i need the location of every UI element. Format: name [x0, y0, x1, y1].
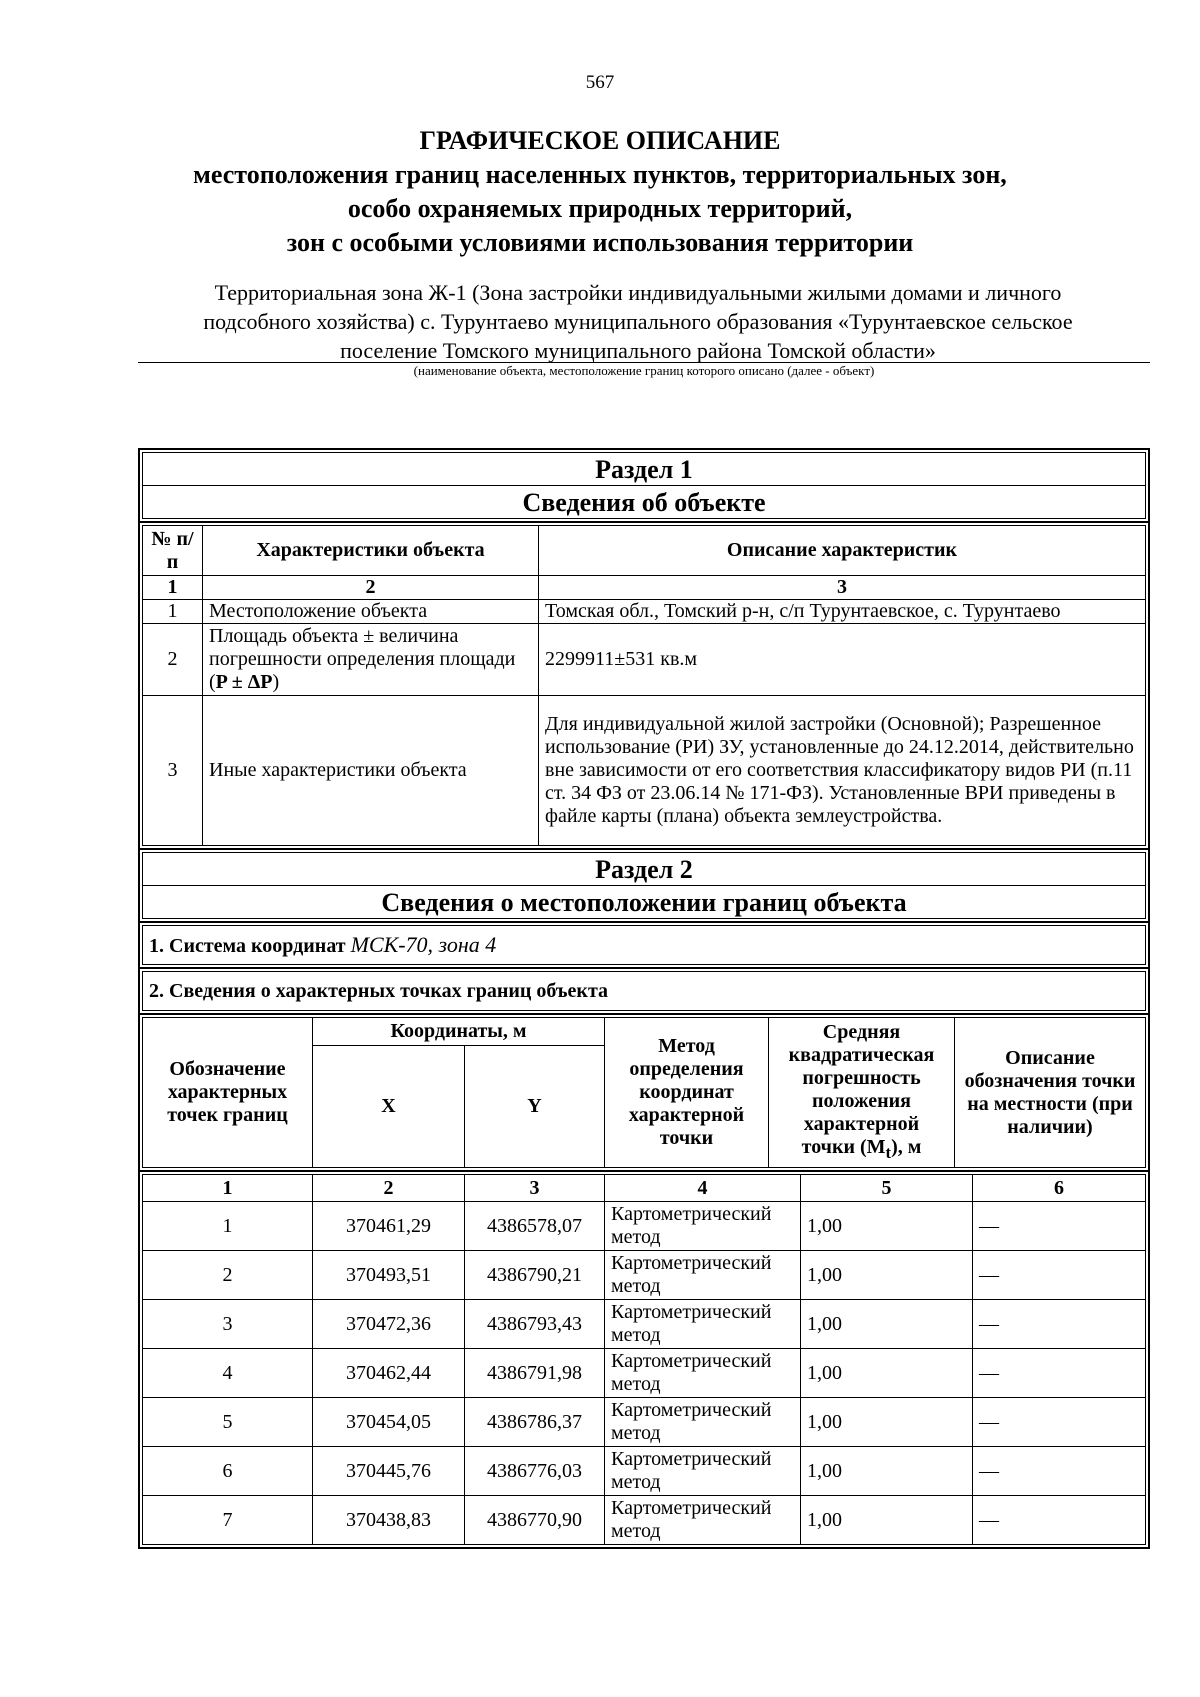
error-subscript: t [885, 1143, 892, 1162]
point-y: 4386790,21 [465, 1251, 605, 1300]
column-number: 1 [143, 576, 203, 600]
point-method: Картометрический метод [605, 1398, 801, 1447]
point-description: — [973, 1398, 1146, 1447]
point-id: 2 [143, 1251, 313, 1300]
point-id: 1 [143, 1202, 313, 1251]
point-y: 4386791,98 [465, 1349, 605, 1398]
column-number: 3 [539, 576, 1146, 600]
table-row [143, 1300, 1146, 1349]
points-label: 2. Сведения о характерных точках границ объекта [143, 972, 1146, 1011]
point-description: — [973, 1202, 1146, 1251]
section2-subtitle: Сведения о местоположении границ объекта [143, 886, 1146, 919]
document-sheet [138, 448, 1150, 1549]
row-num: 2 [143, 624, 203, 696]
char-formula: P ± ΔP [215, 671, 273, 693]
points-table [138, 1170, 1150, 1549]
row-description: 2299911±531 кв.м [539, 624, 1146, 696]
section1-subtitle: Сведения об объекте [143, 486, 1146, 519]
point-x: 370493,51 [313, 1251, 465, 1300]
header-y: Y [465, 1046, 605, 1168]
page-number: 567 [585, 72, 615, 93]
coord-system-block [138, 921, 1150, 969]
point-error: 1,00 [801, 1447, 973, 1496]
table-row [143, 1496, 1146, 1545]
column-number: 1 [143, 1175, 313, 1202]
section1-banner [138, 448, 1150, 523]
point-id: 6 [143, 1447, 313, 1496]
row-num: 1 [143, 600, 203, 624]
title-line: местоположения границ населенных пунктов, территориальных зон, [193, 160, 1007, 189]
section1-title: Раздел 1 [143, 453, 1146, 486]
section1-table [138, 521, 1150, 850]
table-row [143, 1251, 1146, 1300]
title-line: ГРАФИЧЕСКОЕ ОПИСАНИЕ [419, 126, 781, 155]
table-row [143, 696, 1146, 846]
point-id: 5 [143, 1398, 313, 1447]
header-characteristics: Характеристики объекта [203, 526, 539, 576]
points-label-block [138, 967, 1150, 1015]
point-description: — [973, 1496, 1146, 1545]
point-x: 370472,36 [313, 1300, 465, 1349]
title-line: особо охраняемых природных территорий, [347, 194, 853, 223]
point-method: Картометрический метод [605, 1349, 801, 1398]
row-characteristic: Местоположение объекта [203, 600, 539, 624]
point-y: 4386793,43 [465, 1300, 605, 1349]
error-text: Средняя квадратическая погрешность положения характерной точки (M [788, 1021, 935, 1158]
point-method: Картометрический метод [605, 1251, 801, 1300]
point-method: Картометрический метод [605, 1300, 801, 1349]
point-x: 370445,76 [313, 1447, 465, 1496]
point-description: — [973, 1349, 1146, 1398]
object-name-line: поселение Томского муниципального района Томской области» [340, 338, 936, 363]
header-point-description: Описание обозначения точки на местности (при наличии) [955, 1018, 1146, 1168]
point-error: 1,00 [801, 1496, 973, 1545]
header-num: № п/п [143, 526, 203, 576]
point-method: Картометрический метод [605, 1496, 801, 1545]
point-y: 4386578,07 [465, 1202, 605, 1251]
row-num: 3 [143, 696, 203, 846]
object-name-line: Территориальная зона Ж-1 (Зона застройки индивидуальными жилыми домами и личного [214, 280, 1062, 305]
point-id: 7 [143, 1496, 313, 1545]
table-row [143, 1202, 1146, 1251]
document-title [100, 124, 1100, 260]
point-description: — [973, 1251, 1146, 1300]
point-method: Картометрический метод [605, 1202, 801, 1251]
point-method: Картометрический метод [605, 1447, 801, 1496]
point-y: 4386786,37 [465, 1398, 605, 1447]
point-y: 4386770,90 [465, 1496, 605, 1545]
object-name [138, 278, 1138, 365]
table-row [143, 1447, 1146, 1496]
table-row [143, 600, 1146, 624]
point-x: 370438,83 [313, 1496, 465, 1545]
point-error: 1,00 [801, 1202, 973, 1251]
header-error [769, 1018, 955, 1168]
point-id: 3 [143, 1300, 313, 1349]
table-row [143, 624, 1146, 696]
row-characteristic [203, 624, 539, 696]
header-description: Описание характеристик [539, 526, 1146, 576]
row-characteristic: Иные характеристики объекта [203, 696, 539, 846]
title-line: зон с особыми условиями использования территории [286, 228, 914, 257]
object-name-line: подсобного хозяйства) с. Турунтаево муниципального образования «Турунтаевское сельское [203, 309, 1073, 334]
column-number: 2 [203, 576, 539, 600]
point-error: 1,00 [801, 1300, 973, 1349]
column-number: 3 [465, 1175, 605, 1202]
point-error: 1,00 [801, 1398, 973, 1447]
column-number: 5 [801, 1175, 973, 1202]
point-id: 4 [143, 1349, 313, 1398]
column-number: 4 [605, 1175, 801, 1202]
point-y: 4386776,03 [465, 1447, 605, 1496]
error-text-end: ), м [891, 1136, 922, 1158]
point-x: 370454,05 [313, 1398, 465, 1447]
points-header [138, 1013, 1150, 1172]
row-description: Томская обл., Томский р-н, с/п Турунтаевское, с. Турунтаево [539, 600, 1146, 624]
header-designation: Обозначение характерных точек границ [143, 1018, 313, 1168]
section2-banner [138, 848, 1150, 923]
point-error: 1,00 [801, 1349, 973, 1398]
point-description: — [973, 1300, 1146, 1349]
point-x: 370461,29 [313, 1202, 465, 1251]
column-number: 2 [313, 1175, 465, 1202]
coord-system-label: 1. Система координат [149, 934, 346, 957]
section2-title: Раздел 2 [143, 853, 1146, 886]
point-description: — [973, 1447, 1146, 1496]
coord-system-value: МСК-70, зона 4 [350, 931, 497, 957]
header-coordinates: Координаты, м [313, 1018, 605, 1046]
point-x: 370462,44 [313, 1349, 465, 1398]
column-number: 6 [973, 1175, 1146, 1202]
table-row [143, 1349, 1146, 1398]
header-method: Метод определения координат характерной точки [605, 1018, 769, 1168]
header-x: X [313, 1046, 465, 1168]
row-description: Для индивидуальной жилой застройки (Основной); Разрешенное использование (РИ) ЗУ, установленные до 24.12.2014, действительно вне зависимости от его соответствия классификатору видов РИ (п.11 ст. 34 ФЗ от 23.06.14 № 171-ФЗ). Установленные ВРИ приведены в файле карты (плана) объекта землеустройства. [539, 696, 1146, 846]
table-row [143, 1398, 1146, 1447]
char-text: Площадь объекта ± величина погрешности определения площади ( [209, 625, 516, 693]
char-text-end: ) [272, 671, 280, 693]
coord-system [143, 926, 1146, 965]
object-name-caption: (наименование объекта, местоположение границ которого описано (далее - объект) [413, 363, 875, 378]
point-error: 1,00 [801, 1251, 973, 1300]
